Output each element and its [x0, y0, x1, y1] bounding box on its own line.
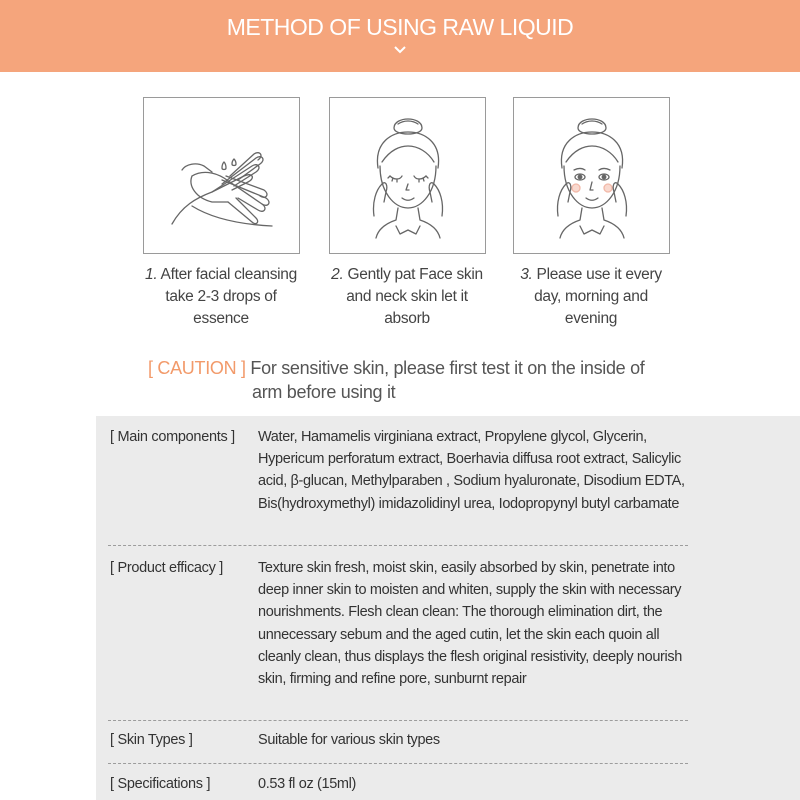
woman-eyes-closed-patting-face-icon — [338, 106, 478, 246]
step-3 — [513, 97, 683, 330]
spec-value: Suitable for various skin types — [258, 732, 440, 748]
step-1-number: 1. — [145, 266, 158, 283]
caution-label: [ CAUTION ] — [148, 358, 246, 378]
step-2 — [329, 97, 499, 330]
step-2-number: 2. — [331, 266, 344, 283]
step-2-text: Gently pat Face skin and neck skin let it absorb — [346, 266, 483, 327]
step-3-caption — [511, 264, 671, 330]
header-banner — [0, 0, 800, 72]
hands-drops-icon — [152, 106, 292, 246]
spec-value: Water, Hamamelis virginiana extract, Propylene glycol, Glycerin, Hypericum perforatum extract, Boerhavia diffusa root extract, Salicylic acid, β-glucan, Methylparaben , Sodium hyaluronate, Disodium EDTA, Bis(hydroxymethyl) imidazolidinyl urea, Iodopropynyl butyl carbamate — [258, 429, 685, 512]
spec-value: Texture skin fresh, moist skin, easily absorbed by skin, penetrate into deep inner skin to moisten and whiten, supply the skin with necessary nourishments. Flesh clean clean: The thorough elimination dirt, the unnecessary sebum and the aged cutin, let the skin each quoin all cleanly clean, thus displays the flesh original resistivity, deeply nourish skin, firming and refine pore, sunburnt repair — [258, 560, 683, 688]
woman-eyes-open-patting-face-icon — [522, 106, 662, 246]
step-1-illustration — [143, 97, 300, 254]
divider — [108, 720, 688, 721]
step-3-number: 3. — [520, 266, 533, 283]
step-1-caption — [141, 264, 301, 330]
step-2-illustration — [329, 97, 486, 254]
step-2-caption — [327, 264, 487, 330]
usage-steps — [0, 97, 800, 337]
divider — [108, 545, 688, 546]
spec-label: [ Product efficacy ] — [110, 560, 224, 576]
spec-label: [ Skin Types ] — [110, 732, 193, 748]
spec-label: [ Main components ] — [110, 429, 235, 445]
divider — [108, 763, 688, 764]
step-1 — [143, 97, 313, 330]
chevron-down-icon — [392, 44, 408, 56]
step-3-illustration — [513, 97, 670, 254]
spec-value: 0.53 fl oz (15ml) — [258, 776, 357, 792]
caution-note — [148, 356, 668, 404]
banner-title: METHOD OF USING RAW LIQUID — [226, 14, 574, 40]
step-1-text: After facial cleansing take 2-3 drops of essence — [160, 266, 297, 327]
caution-text-line2: arm before using it — [252, 382, 396, 402]
step-3-text: Please use it every day, morning and evening — [534, 266, 662, 327]
spec-label: [ Specifications ] — [110, 776, 211, 792]
caution-text-line1: For sensitive skin, please first test it on the inside of — [250, 358, 645, 378]
